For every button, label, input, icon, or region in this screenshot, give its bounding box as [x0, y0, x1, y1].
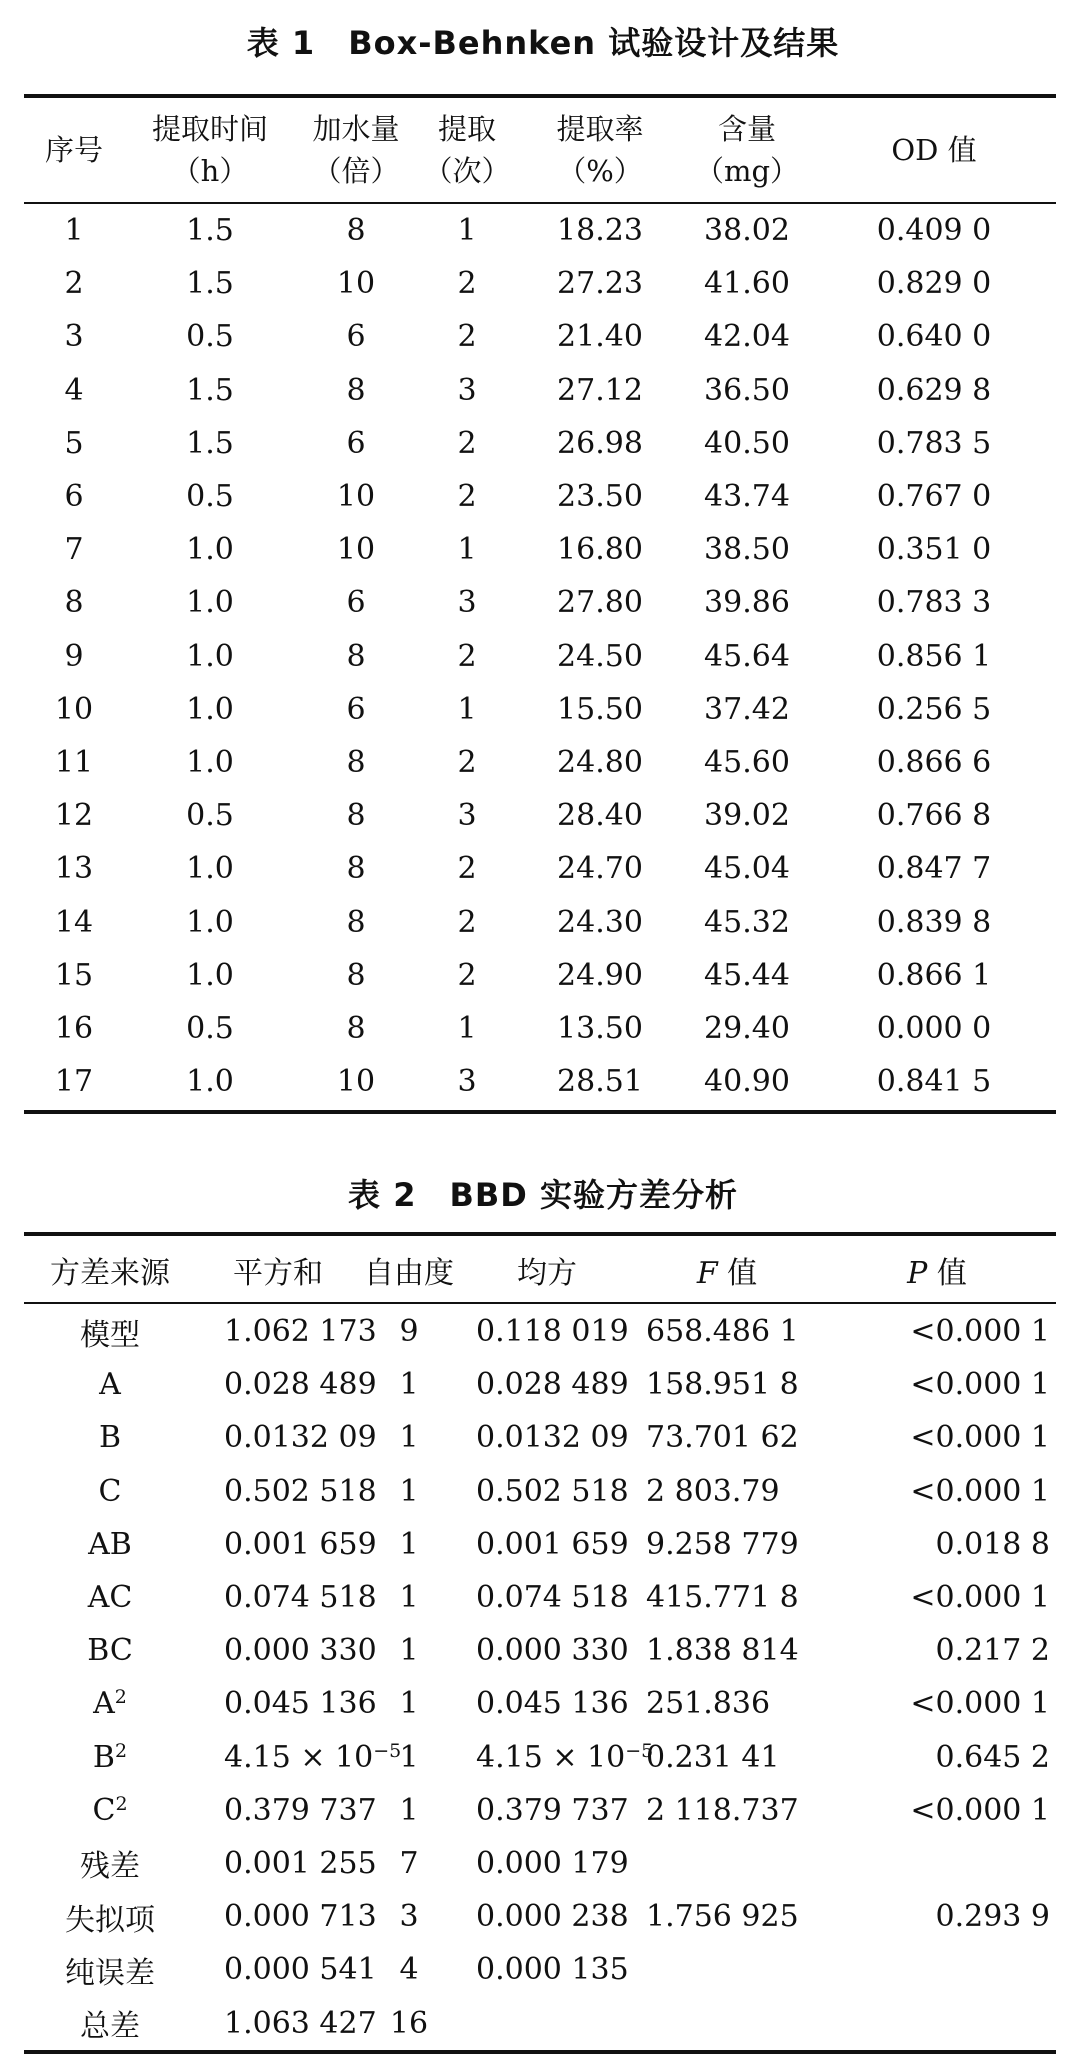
table-row [24, 1624, 1056, 1677]
table1-cell: 10 [336, 479, 376, 515]
table2-bottom-rule [24, 2050, 1056, 2054]
table-row [24, 257, 1056, 310]
source-cell: 残差 [80, 1849, 140, 1885]
table1-cell: 0.783 3 [876, 585, 992, 621]
ss-cell: 1.062 173 [224, 1314, 377, 1350]
table1-cell: 1.0 [186, 957, 234, 993]
ss-cell: 0.028 489 [224, 1367, 377, 1403]
table1-cell: 1.0 [186, 532, 234, 568]
table1-cell: 41.60 [704, 266, 790, 302]
df-cell: 1 [399, 1526, 419, 1562]
table1-cell: 2 [64, 266, 84, 302]
table1-cell: 12 [54, 798, 94, 834]
table1-cell: 3 [64, 319, 84, 355]
table1-cell: 8 [346, 957, 366, 993]
table1-cell: 3 [457, 798, 477, 834]
ms-cell: 0.502 518 [476, 1473, 629, 1509]
table-row [24, 1571, 1056, 1624]
table1-cell: 39.86 [704, 585, 790, 621]
ss-cell: 0.074 518 [224, 1580, 377, 1616]
table1-cell: 2 [457, 266, 477, 302]
table2-body [24, 1305, 1056, 2050]
f-cell [636, 1837, 818, 1890]
table-row [24, 523, 1056, 576]
table1-cell: 13.50 [557, 1010, 643, 1046]
table1-cell: 16.80 [557, 532, 643, 568]
p-cell: 0.293 9 [935, 1899, 1050, 1935]
table1-cell: 45.60 [704, 744, 790, 780]
table1-cell: 0.5 [186, 479, 234, 515]
table-row [24, 417, 1056, 470]
table2-top-rule [24, 1232, 1056, 1236]
table1-cell: 1.0 [186, 904, 234, 940]
source-cell: AC [87, 1580, 133, 1616]
f-cell: 1.756 925 [646, 1899, 799, 1935]
table1-cell: 8 [346, 744, 366, 780]
table1-cell: 8 [346, 851, 366, 887]
table1-cell: 38.02 [704, 213, 790, 249]
table1-cell: 0.640 0 [876, 319, 992, 355]
ms-cell: 0.000 135 [476, 1952, 629, 1988]
f-cell: 251.836 [646, 1686, 771, 1722]
table1-cell: 2 [457, 319, 477, 355]
table1-cell: 6 [346, 691, 366, 727]
table1-cell: 23.50 [557, 479, 643, 515]
source-cell: BC [87, 1633, 133, 1669]
ms-cell: 0.379 737 [476, 1792, 629, 1828]
table1-cell: 8 [346, 904, 366, 940]
p-cell: <0.000 1 [910, 1420, 1050, 1456]
f-cell: 2 118.737 [646, 1792, 799, 1828]
ms-cell: 0.0132 09 [476, 1420, 629, 1456]
ss-cell: 1.063 427 [224, 2005, 377, 2041]
table1-cell: 43.74 [704, 479, 790, 515]
table-row [24, 1465, 1056, 1518]
table1-cell: 21.40 [557, 319, 643, 355]
ms-cell: 0.045 136 [476, 1686, 629, 1722]
f-cell: 415.771 8 [646, 1580, 799, 1616]
table1-cell: 3 [457, 585, 477, 621]
f-cell [636, 1943, 818, 1996]
table1-cell: 0.847 7 [876, 851, 992, 887]
table1-cell: 0.409 0 [876, 213, 992, 249]
table1-cell: 8 [346, 372, 366, 408]
table-row [24, 1837, 1056, 1890]
header-p: P 值 [907, 1256, 967, 1291]
table1-cell: 10 [54, 691, 94, 727]
table-row [24, 895, 1056, 948]
table1-cell: 36.50 [704, 372, 790, 408]
table1-cell: 1.0 [186, 691, 234, 727]
table1-header-2: 加水量 （倍） [312, 112, 400, 188]
table1-cell: 45.64 [704, 638, 790, 674]
df-cell: 1 [399, 1367, 419, 1403]
ms-cell: 0.000 238 [476, 1899, 629, 1935]
table1-cell: 42.04 [704, 319, 790, 355]
ss-cell: 0.0132 09 [224, 1420, 377, 1456]
table1-cell: 40.90 [704, 1064, 790, 1100]
table1-cell: 38.50 [704, 532, 790, 568]
table1-cell: 2 [457, 479, 477, 515]
ss-cell: 0.045 136 [224, 1686, 377, 1722]
table1-cell: 17 [54, 1064, 94, 1100]
table1-cell: 15 [54, 957, 94, 993]
table1-cell: 8 [346, 1010, 366, 1046]
ss-cell: $4.15 \times 10^{-5}$ [224, 1739, 402, 1775]
table2-header-rule [24, 1302, 1056, 1304]
p-cell: 0.217 2 [935, 1633, 1050, 1669]
p-cell: <0.000 1 [910, 1686, 1050, 1722]
f-cell: 2 803.79 [646, 1473, 780, 1509]
f-cell: 1.838 814 [646, 1633, 799, 1669]
source-cell: C [98, 1473, 122, 1509]
table1-cell: 2 [457, 744, 477, 780]
ss-cell: 0.000 541 [224, 1952, 377, 1988]
df-cell: 9 [399, 1314, 419, 1350]
table1-cell: 40.50 [704, 425, 790, 461]
df-cell: 1 [399, 1633, 419, 1669]
table1-header-3: 提取 （次） [423, 112, 511, 188]
table1-cell: 2 [457, 904, 477, 940]
table1-body [24, 204, 1056, 1108]
header-df: 自由度 [364, 1256, 454, 1291]
table1-cell: 39.02 [704, 798, 790, 834]
p-cell: 0.645 2 [935, 1739, 1050, 1775]
ss-cell: 0.000 330 [224, 1633, 377, 1669]
source-cell: B [98, 1420, 122, 1456]
table1-cell: 1.5 [186, 372, 234, 408]
table1-top-rule [24, 94, 1056, 98]
table1-bottom-rule [24, 1110, 1056, 1114]
table1-cell: 16 [54, 1010, 94, 1046]
table1-cell: 24.80 [557, 744, 643, 780]
f-cell: 0.231 41 [646, 1739, 780, 1775]
source-cell: AB [88, 1526, 132, 1562]
table-row [24, 736, 1056, 789]
source-cell: 模型 [80, 1317, 140, 1353]
ms-cell: 0.001 659 [476, 1526, 629, 1562]
table-row [24, 204, 1056, 257]
df-cell: 1 [399, 1580, 419, 1616]
table1-cell: 0.5 [186, 798, 234, 834]
table1-header-6: OD 值 [891, 133, 977, 167]
table-row [24, 1055, 1056, 1108]
header-ms: 均方 [517, 1256, 577, 1291]
f-cell: 658.486 1 [646, 1314, 799, 1350]
table1-cell: 4 [64, 372, 84, 408]
table1-header-5: 含量 （mg） [694, 112, 800, 188]
table1-cell: 0.841 5 [876, 1064, 992, 1100]
header-f: F 值 [696, 1256, 758, 1291]
table1-cell: 0.839 8 [876, 904, 992, 940]
table-row [24, 364, 1056, 417]
table1-cell: 1.0 [186, 744, 234, 780]
table-row [24, 576, 1056, 629]
table1-cell: 13 [54, 851, 94, 887]
source-cell: 纯误差 [65, 1955, 155, 1991]
f-cell: 73.701 62 [646, 1420, 799, 1456]
f-cell: 158.951 8 [646, 1367, 799, 1403]
table1-cell: 8 [346, 213, 366, 249]
table1-cell: 37.42 [704, 691, 790, 727]
source-cell: 总差 [80, 2009, 140, 2045]
header-ss: 平方和 [233, 1256, 323, 1291]
table1-cell: 1.0 [186, 585, 234, 621]
table1-cell: 0.351 0 [876, 532, 992, 568]
df-cell: 1 [399, 1792, 419, 1828]
table1-cell: 6 [346, 425, 366, 461]
table1-cell: 29.40 [704, 1010, 790, 1046]
table1-cell: 1.5 [186, 425, 234, 461]
table1-cell: 1.0 [186, 638, 234, 674]
ms-cell: $4.15 \times 10^{-5}$ [476, 1739, 654, 1775]
table1-cell: 5 [64, 425, 84, 461]
ms-cell: 0.074 518 [476, 1580, 629, 1616]
df-cell: 1 [399, 1473, 419, 1509]
table1-cell: 10 [336, 532, 376, 568]
table1-cell: 26.98 [557, 425, 643, 461]
table1-header-4: 提取率 （%） [556, 112, 644, 188]
table1-cell: 1.5 [186, 266, 234, 302]
table-row [24, 1002, 1056, 1055]
table1-cell: 0.256 5 [876, 691, 992, 727]
table1-cell: 2 [457, 425, 477, 461]
source-cell: $C^2$ [92, 1792, 128, 1828]
table1-cell: 1.0 [186, 851, 234, 887]
table1-cell: 45.32 [704, 904, 790, 940]
table1-cell: 8 [346, 638, 366, 674]
df-cell: 1 [399, 1686, 419, 1722]
p-cell [818, 1996, 1056, 2049]
source-cell: 失拟项 [65, 1902, 155, 1938]
table1-cell: 2 [457, 638, 477, 674]
table-row [24, 470, 1056, 523]
ss-cell: 0.502 518 [224, 1473, 377, 1509]
table1-cell: 0.766 8 [876, 798, 992, 834]
table-row [24, 1890, 1056, 1943]
df-cell: 1 [399, 1420, 419, 1456]
ms-cell: 0.000 179 [476, 1845, 629, 1881]
table-row [24, 310, 1056, 363]
table1-cell: 1 [457, 1010, 477, 1046]
df-cell: 16 [389, 2005, 429, 2041]
table-row [24, 630, 1056, 683]
df-cell: 7 [399, 1845, 419, 1881]
f-cell [636, 1996, 818, 2049]
table1-cell: 3 [457, 372, 477, 408]
table1-header [24, 100, 1056, 200]
table1-cell: 1 [457, 213, 477, 249]
table1-cell: 24.30 [557, 904, 643, 940]
source-cell: $B^2$ [92, 1739, 128, 1775]
table-row [24, 1784, 1056, 1837]
table1-cell: 6 [64, 479, 84, 515]
table-row [24, 1731, 1056, 1784]
table1-cell: 1.5 [186, 213, 234, 249]
table-row [24, 1305, 1056, 1358]
source-cell: A [99, 1367, 121, 1403]
table-row [24, 683, 1056, 736]
p-cell: <0.000 1 [910, 1792, 1050, 1828]
table1-cell: 0.000 0 [876, 1010, 992, 1046]
ss-cell: 0.000 713 [224, 1899, 377, 1935]
table1-cell: 0.5 [186, 1010, 234, 1046]
table1-cell: 15.50 [557, 691, 643, 727]
ms-cell [458, 1996, 636, 2049]
table1-header-1: 提取时间 （h） [151, 112, 268, 188]
table-row [24, 842, 1056, 895]
table1-cell: 45.04 [704, 851, 790, 887]
table1-cell: 0.829 0 [876, 266, 992, 302]
table1-cell: 0.629 8 [876, 372, 992, 408]
table-row [24, 1358, 1056, 1411]
ms-cell: 0.118 019 [476, 1314, 629, 1350]
p-cell [818, 1837, 1056, 1890]
table-row [24, 1411, 1056, 1464]
table1-cell: 14 [54, 904, 94, 940]
table-row [24, 949, 1056, 1002]
source-cell: $A^2$ [93, 1686, 127, 1722]
table1-cell: 28.51 [557, 1064, 643, 1100]
table1-cell: 0.856 1 [876, 638, 992, 674]
p-cell: <0.000 1 [910, 1473, 1050, 1509]
table2-header [24, 1238, 1056, 1302]
table-row [24, 1996, 1056, 2049]
table1-cell: 8 [346, 798, 366, 834]
ms-cell: 0.028 489 [476, 1367, 629, 1403]
table1-cell: 27.12 [557, 372, 643, 408]
ms-cell: 0.000 330 [476, 1633, 629, 1669]
table1-cell: 24.90 [557, 957, 643, 993]
table1-cell: 24.50 [557, 638, 643, 674]
df-cell: 1 [399, 1739, 419, 1775]
ss-cell: 0.379 737 [224, 1792, 377, 1828]
table1-cell: 10 [336, 266, 376, 302]
table1-cell: 2 [457, 851, 477, 887]
df-cell: 4 [399, 1952, 419, 1988]
p-cell: <0.000 1 [910, 1314, 1050, 1350]
table1-cell: 10 [336, 1064, 376, 1100]
table1-cell: 1 [457, 691, 477, 727]
table1-cell: 1 [457, 532, 477, 568]
table1-cell: 0.5 [186, 319, 234, 355]
table1-cell: 11 [54, 744, 94, 780]
table1-cell: 24.70 [557, 851, 643, 887]
table1-cell: 0.866 6 [876, 744, 992, 780]
header-source: 方差来源 [50, 1256, 170, 1291]
table1-cell: 0.866 1 [876, 957, 992, 993]
df-cell: 3 [399, 1899, 419, 1935]
table1-cell: 18.23 [557, 213, 643, 249]
table1-cell: 6 [346, 585, 366, 621]
table1-cell: 0.783 5 [876, 425, 992, 461]
table1-cell: 8 [64, 585, 84, 621]
table-row [24, 1518, 1056, 1571]
table1-cell: 7 [64, 532, 84, 568]
table1-cell: 1.0 [186, 1064, 234, 1100]
table-row [24, 1677, 1056, 1730]
p-cell: <0.000 1 [910, 1580, 1050, 1616]
ss-cell: 0.001 255 [224, 1845, 377, 1881]
table1-cell: 9 [64, 638, 84, 674]
p-cell: <0.000 1 [910, 1367, 1050, 1403]
table1-caption: 表 1 Box-Behnken 试验设计及结果 [246, 24, 840, 62]
table1-header-0: 序号 [44, 133, 103, 167]
p-cell: 0.018 8 [935, 1526, 1050, 1562]
table2-caption: 表 2 BBD 实验方差分析 [348, 1176, 738, 1214]
table-row [24, 1943, 1056, 1996]
table1-cell: 3 [457, 1064, 477, 1100]
table1-cell: 27.80 [557, 585, 643, 621]
p-cell [818, 1943, 1056, 1996]
ss-cell: 0.001 659 [224, 1526, 377, 1562]
table1-cell: 27.23 [557, 266, 643, 302]
table1-cell: 45.44 [704, 957, 790, 993]
table1-cell: 0.767 0 [876, 479, 992, 515]
table1-cell: 6 [346, 319, 366, 355]
table1-cell: 2 [457, 957, 477, 993]
f-cell: 9.258 779 [646, 1526, 799, 1562]
table1-cell: 28.40 [557, 798, 643, 834]
table1-cell: 1 [64, 213, 84, 249]
table-row [24, 789, 1056, 842]
